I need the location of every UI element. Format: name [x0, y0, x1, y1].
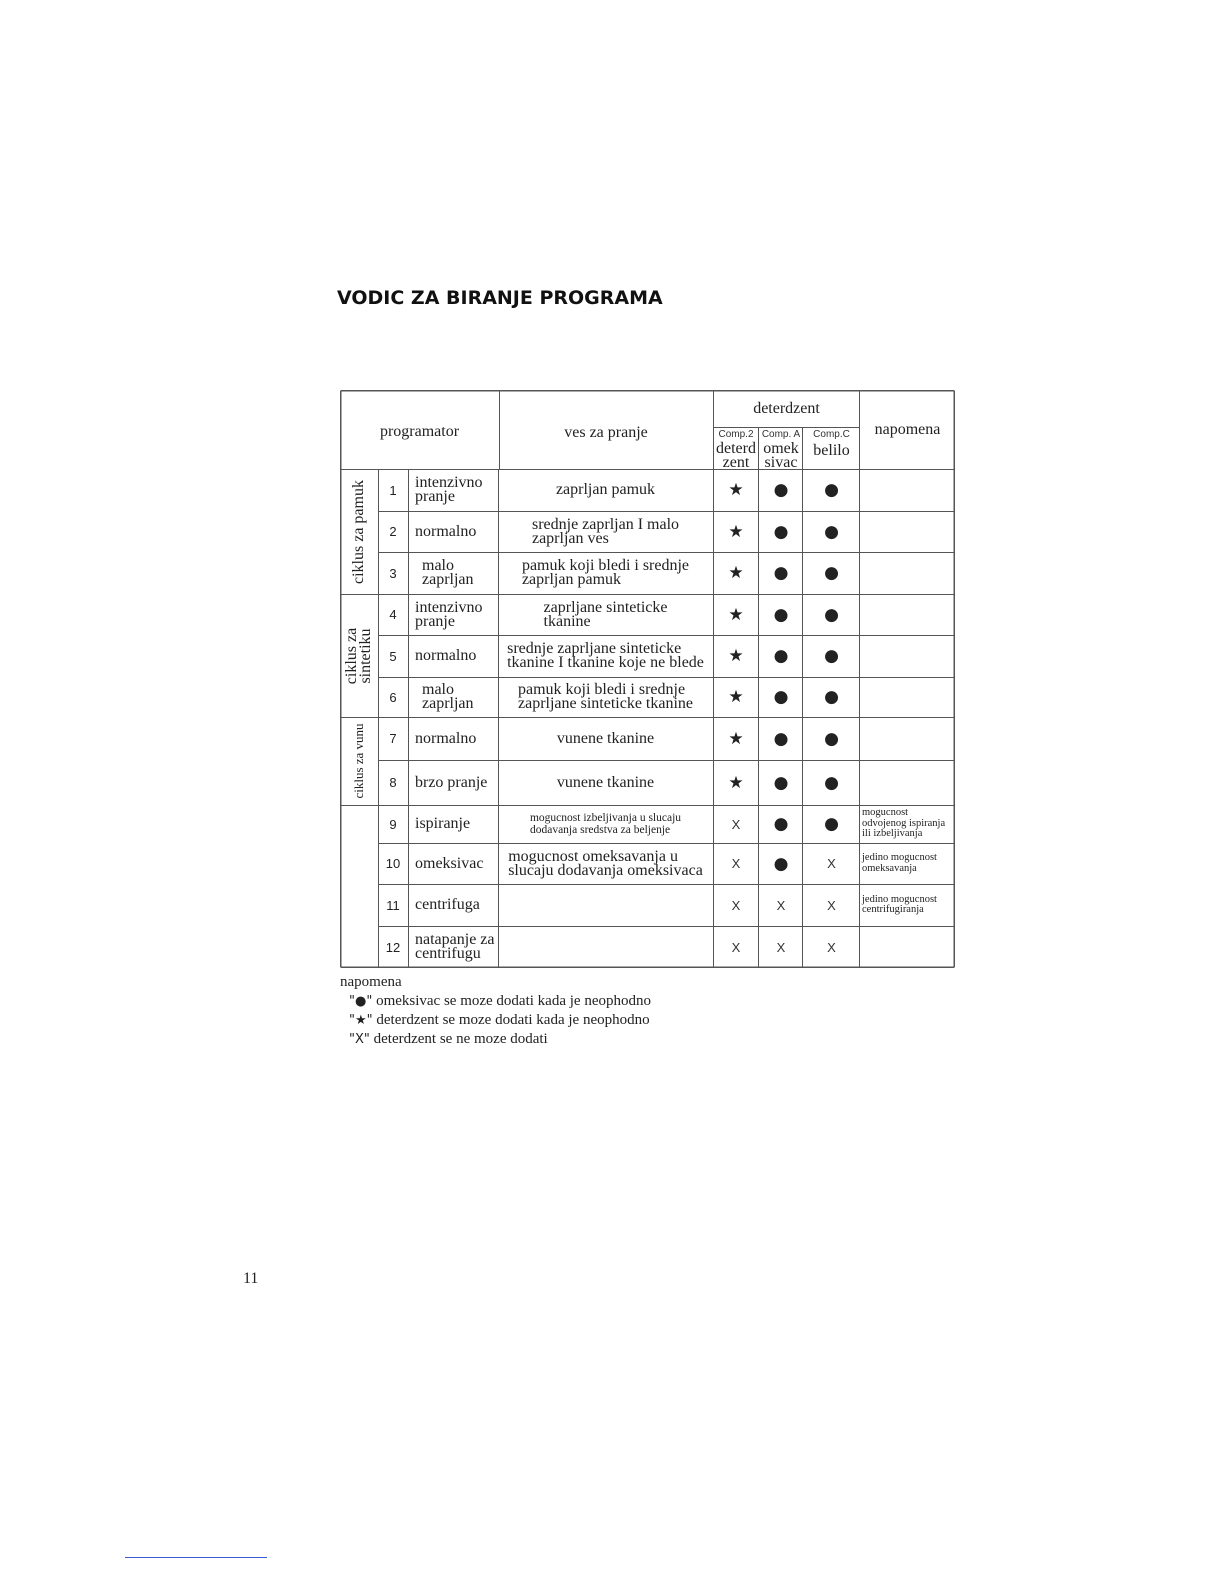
compC-value: [803, 469, 860, 511]
symbol: X: [731, 856, 741, 871]
program-name: [408, 717, 498, 760]
cell-text: normalno: [415, 522, 477, 540]
compC-value: [803, 594, 860, 635]
legend-symbol: "X": [349, 1032, 370, 1047]
symbol: X: [827, 856, 836, 871]
cell-text: malo: [422, 557, 454, 574]
program-name: [408, 635, 498, 677]
symbol: ●: [824, 687, 839, 707]
row-number: [378, 760, 408, 805]
cell-text: zaprljane sinteticke tkanine: [517, 695, 694, 712]
legend-item: [340, 1030, 651, 1049]
symbol: ●: [773, 853, 789, 874]
cell-text: omeksivac: [415, 854, 484, 872]
cell-text: pamuk koji bledi i srednje: [517, 681, 686, 698]
row-number-text: 9: [389, 816, 397, 832]
legend-text: deterdzent se ne moze dodati: [373, 1031, 548, 1047]
cell-text: intenzivno: [415, 474, 483, 491]
cell-text: tkanine I tkanine koje ne blede: [507, 654, 704, 671]
program-name: [408, 884, 498, 926]
cell-text: jedino mogucnost: [862, 893, 937, 905]
laundry-type: [498, 594, 713, 635]
row-note: [860, 926, 955, 968]
compA-value: [759, 884, 803, 926]
cell-text: srednje zaprljan I malo: [531, 515, 680, 533]
compA-value: [759, 926, 803, 968]
symbol: ●: [824, 604, 839, 625]
cell-text: zaprljan pamuk: [521, 571, 622, 588]
row-number-text: 6: [389, 689, 397, 705]
row-number-text: 8: [389, 775, 397, 790]
symbol: ●: [824, 563, 839, 583]
legend-text: deterdzent se moze dodati kada je neophodno: [376, 1012, 650, 1028]
symbol: X: [731, 816, 741, 832]
group-label: [345, 627, 373, 683]
group-label: [352, 480, 366, 584]
symbol: ★: [728, 480, 744, 500]
cell-text: pranje: [415, 488, 455, 505]
comp-sublabel: [763, 442, 799, 470]
cell-text: centrifugu: [415, 945, 481, 962]
symbol: ●: [824, 772, 839, 793]
group-label-line: ciklus za pamuk: [350, 479, 367, 584]
comp2-value: [713, 511, 759, 552]
row-note: [860, 884, 955, 926]
cell-text: malo: [422, 681, 454, 698]
symbol: ●: [773, 521, 789, 542]
row-note: [860, 511, 955, 552]
row-number: [378, 635, 408, 677]
row-number: [378, 511, 408, 552]
header-deterdzent: [713, 390, 860, 427]
cell-text: mogucnost omeksavanja u: [508, 847, 678, 865]
symbol: ●: [824, 480, 839, 500]
cell-text: zaprljan pamuk: [555, 481, 656, 498]
row-note: [860, 552, 955, 594]
symbol: ●: [773, 604, 789, 625]
compC-value: [803, 760, 860, 805]
header-napomena: [860, 390, 955, 469]
compA-value: [759, 677, 803, 717]
symbol: ★: [728, 604, 744, 625]
comp2-value: [713, 717, 759, 760]
laundry-type: [498, 469, 713, 511]
legend-item: [340, 1011, 651, 1030]
compC-value: [803, 884, 860, 926]
program-table: [340, 390, 955, 968]
compC-value: [803, 805, 860, 843]
comp2-value: [713, 552, 759, 594]
cell-text: vunene tkanine: [556, 773, 655, 791]
row-number-text: 2: [389, 524, 397, 539]
compC-value: [803, 552, 860, 594]
cell-text: mogucnost: [862, 807, 909, 819]
cell-text: srednje zaprljane sinteticke: [507, 640, 682, 657]
cell-text: tkanine: [543, 612, 591, 630]
symbol: X: [827, 939, 836, 955]
header-ves: [499, 390, 713, 469]
symbol: ●: [824, 521, 839, 542]
compA-value: [759, 805, 803, 843]
cell-text: pamuk koji bledi i srednje: [521, 557, 690, 574]
row-number-text: 5: [389, 648, 397, 664]
laundry-type: [498, 635, 713, 677]
row-number-text: 3: [389, 565, 397, 581]
laundry-type: [498, 926, 713, 968]
compC-value: [803, 843, 860, 884]
comp-sublabel: [716, 442, 756, 470]
symbol: ★: [728, 521, 744, 542]
row-number: [378, 717, 408, 760]
symbol: ★: [728, 728, 744, 749]
row-note: [860, 635, 955, 677]
row-number: [378, 594, 408, 635]
symbol: ●: [773, 687, 789, 707]
symbol: ●: [773, 814, 789, 834]
header-label: napomena: [874, 420, 941, 438]
header-label: programator: [379, 423, 460, 440]
symbol: ★: [728, 563, 744, 583]
cell-text: dodavanja sredstva za beljenje: [529, 824, 671, 836]
comp-label: Comp. A: [761, 429, 801, 440]
program-name: [408, 594, 498, 635]
cell-text: natapanje za: [415, 931, 495, 948]
compC-value: [803, 635, 860, 677]
row-note: [860, 805, 955, 843]
comp2-value: [713, 760, 759, 805]
symbol: ★: [728, 687, 744, 707]
header-compA: [759, 427, 803, 469]
row-note: [860, 717, 955, 760]
laundry-type: [498, 843, 713, 884]
legend-item: [340, 992, 651, 1011]
compA-value: [759, 594, 803, 635]
compA-value: [759, 552, 803, 594]
row-number-text: 4: [389, 607, 397, 622]
legend: [340, 973, 651, 1049]
comp2-value: [713, 805, 759, 843]
compA-value: [759, 511, 803, 552]
cell-text: centrifugiranja: [862, 904, 924, 915]
row-number: [378, 552, 408, 594]
symbol: ●: [773, 728, 789, 749]
symbol: ●: [773, 563, 789, 583]
cell-text: mogucnost izbeljivanja u slucaju: [529, 812, 682, 824]
compA-value: [759, 469, 803, 511]
compC-value: [803, 717, 860, 760]
comp-label: Comp.2: [718, 429, 754, 440]
compA-value: [759, 760, 803, 805]
symbol: X: [776, 897, 786, 913]
laundry-type: [498, 552, 713, 594]
symbol: X: [776, 939, 786, 955]
program-name: [408, 511, 498, 552]
comp2-value: [713, 884, 759, 926]
symbol: ●: [824, 814, 839, 834]
legend-symbol: "●": [349, 994, 373, 1009]
cell-text: centrifuga: [415, 896, 480, 913]
laundry-type: [498, 677, 713, 717]
cell-text: jedino mogucnost: [862, 852, 937, 863]
legend-heading: napomena: [340, 974, 402, 990]
program-name: [408, 843, 498, 884]
symbol: ●: [824, 728, 839, 749]
comp2-value: [713, 843, 759, 884]
row-number: [378, 884, 408, 926]
comp2-value: [713, 635, 759, 677]
symbol: X: [731, 897, 741, 913]
program-name: [408, 677, 498, 717]
legend-text: omeksivac se moze dodati kada je neophodno: [376, 993, 651, 1009]
group-label-line: ciklus za vunu: [351, 723, 366, 799]
group-label-line: sintetiku: [357, 627, 374, 684]
symbol: ●: [773, 772, 789, 793]
comp-sublabel-line: sivac: [764, 454, 798, 471]
program-name: [408, 926, 498, 968]
laundry-type: [498, 760, 713, 805]
compC-value: [803, 511, 860, 552]
cell-text: zaprljan: [422, 571, 474, 588]
cell-text: pranje: [415, 612, 455, 630]
cell-text: zaprljane sinteticke: [543, 598, 668, 616]
row-number-text: 7: [389, 731, 397, 746]
row-number-text: 10: [385, 856, 401, 871]
program-name: [408, 552, 498, 594]
row-note: [860, 594, 955, 635]
cell-text: slucaju dodavanja omeksivaca: [508, 861, 703, 879]
row-number-text: 1: [389, 482, 397, 498]
symbol: ●: [773, 646, 789, 666]
cell-text: normalno: [415, 729, 477, 747]
laundry-type: [498, 511, 713, 552]
group-label: [352, 723, 366, 798]
page-number: 11: [243, 1270, 259, 1287]
compA-value: [759, 843, 803, 884]
row-note: [860, 469, 955, 511]
row-number-text: 12: [385, 939, 401, 955]
cell-text: omeksavanja: [862, 862, 917, 874]
symbol: X: [827, 897, 836, 913]
footer-rule: [125, 1557, 267, 1558]
comp-sublabel-line: deterd: [716, 440, 756, 457]
row-number-text: 11: [386, 897, 400, 913]
comp-label: Comp.C: [813, 429, 850, 440]
compA-value: [759, 717, 803, 760]
row-number: [378, 926, 408, 968]
row-note: [860, 843, 955, 884]
symbol: ★: [728, 772, 744, 793]
legend-symbol: "★": [349, 1013, 373, 1028]
laundry-type: [498, 884, 713, 926]
cell-text: ispiranje: [415, 815, 471, 832]
cell-text: odvojenog ispiranja: [862, 817, 946, 829]
comp-sublabel: belilo: [813, 442, 850, 459]
row-number: [378, 805, 408, 843]
header-label: deterdzent: [753, 399, 820, 417]
symbol: X: [731, 939, 741, 955]
row-number: [378, 677, 408, 717]
laundry-type: [498, 805, 713, 843]
symbol: ●: [773, 480, 789, 500]
cell-text: normalno: [415, 647, 477, 664]
row-note: [860, 760, 955, 805]
symbol: ●: [824, 646, 839, 666]
cell-text: intenzivno: [415, 598, 483, 616]
group-label-line: ciklus za: [343, 627, 360, 684]
program-name: [408, 469, 498, 511]
header-comp2: [713, 427, 759, 469]
row-note: [860, 677, 955, 717]
program-name: [408, 805, 498, 843]
comp2-value: [713, 677, 759, 717]
laundry-type: [498, 717, 713, 760]
compC-value: [803, 677, 860, 717]
cell-text: zaprljan ves: [531, 529, 609, 547]
cell-text: zaprljan: [422, 695, 474, 712]
compA-value: [759, 635, 803, 677]
comp2-value: [713, 469, 759, 511]
program-name: [408, 760, 498, 805]
compC-value: [803, 926, 860, 968]
header-compC: [803, 427, 860, 469]
comp-sublabel-line: zent: [722, 454, 750, 471]
comp-sublabel-line: omek: [763, 440, 799, 457]
comp2-value: [713, 926, 759, 968]
row-number: [378, 469, 408, 511]
cell-text: brzo pranje: [415, 773, 488, 791]
page-title: VODIC ZA BIRANJE PROGRAMA: [337, 287, 663, 309]
row-number: [378, 843, 408, 884]
cell-text: vunene tkanine: [556, 729, 655, 747]
comp2-value: [713, 594, 759, 635]
header-label: ves za pranje: [564, 424, 648, 441]
header-programator: [340, 390, 499, 469]
symbol: ★: [728, 646, 744, 666]
cell-text: ili izbeljivanja: [862, 828, 923, 840]
